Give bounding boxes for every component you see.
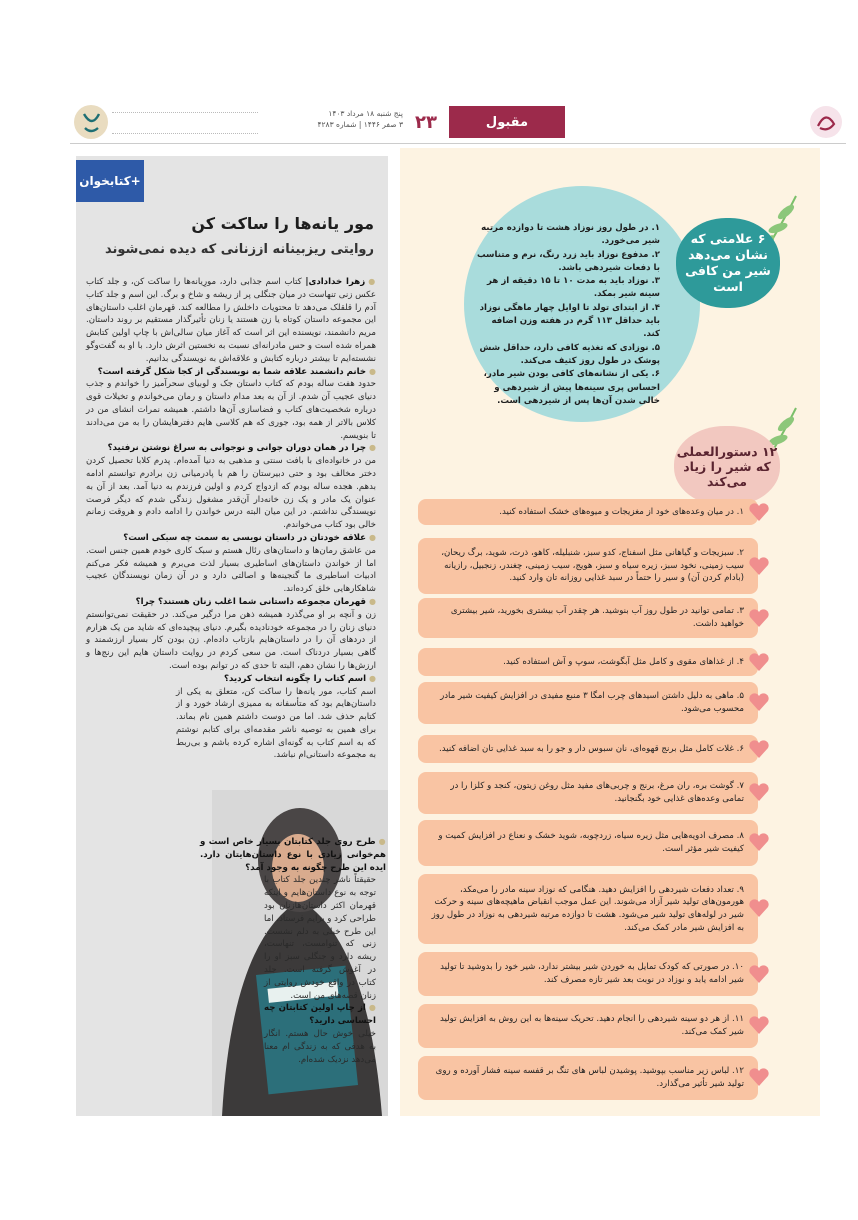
tip-item: ۸. مصرف ادویه‌هایی مثل زیره سیاه، زردچوبه، شوید خشک و نعناع در افزایش کمیت و کیفیت شیر مؤثر است. xyxy=(418,820,758,866)
article-body-lower xyxy=(200,836,386,1066)
date-line-2: ۳ صفر ۱۴۴۶ | شماره ۴۲۸۳ xyxy=(317,120,403,129)
header-dotted-rule xyxy=(112,112,258,134)
article-title: مور یانه‌ها را ساکت کن xyxy=(191,214,374,233)
section-badge: +کتابخوان xyxy=(76,160,144,202)
heart-icon xyxy=(748,964,770,984)
heart-icon xyxy=(748,692,770,712)
answer-5: اسم کتاب، مور یانه‌ها را ساکت کن، متعلق به یکی از داستان‌هایم بود که متأسفانه به ممیزی ارشاد خورد و از کتابم حذف شد. اما من دوست داشتم همین نام بماند. برای همین به توصیه ناشر مقدمه‌ای برای کتابم نوشتم که به اسم کتاب به گونه‌ای اشاره کرده باشم و بی‌ربط به مجموعه داستانی‌ام نباشد. xyxy=(176,686,376,761)
intro-text: کتاب اسم جذابی دارد، مورِیانه‌ها را ساکت کن، و جلد کتاب عکس زنی تنهاست در میان جنگلی پر از ریشه و شاخ و برگ. این اسم و جلد کتاب آدم را قلقلک می‌دهد تا محتویات داخلش را مطالعه کند. قهرمان اغلب داستان‌های این مجموعه داستان کوتاه یا زن هستند یا زنان تأثیرگذار مستقیم بر روند داستان. مریم دانشمند، نویسنده این اثر است که آغاز میان سالی‌اش با چاپ اولین کتابش همراه شده است و حس مادرانه‌ای نسبت به نخستین اثرش دارد. با او به گفت‌وگو نشسته‌ایم تا بیشتر درباره کتابش و علاقه‌اش به نویسندگی بدانیم. xyxy=(86,277,376,364)
tip-item: ۱۱. از هر دو سینه شیردهی را انجام دهید. تحریک سینه‌ها به این روش به افزایش تولید شیر کمک می‌کند. xyxy=(418,1004,758,1048)
question-3: ● علاقه خودتان در داستان نویسی به سمت چه سبکی است؟ xyxy=(86,532,376,545)
tip-item: ۱. در میان وعده‌های خود از مغزیجات و میوه‌های خشک استفاده کنید. xyxy=(418,499,758,525)
answer-6: حقیقتاً ناشر چندین جلد کتاب با توجه به نوع داستان‌هایم و اینکه قهرمان اکثر داستان‌هازنان بود طراحی کرد و برایم فرستاد. اما این طرح خیلی به دلم نشست. زنی که تنوامست، تنهاست، ریشه دارد و جنگلی سبز او را در آغوش گرفته است. جلد کتاب در واقع خودش روایتی از زنان قصه‌های من است. xyxy=(264,875,376,1001)
sign-item: ۶. یکی از نشانه‌های کافی بودن شیر مادر، احساس پری سینه‌ها پیش از شیردهی و خالی شدن آن‌ها پس از شیردهی است. xyxy=(483,369,660,406)
heart-icon xyxy=(748,1015,770,1035)
tip-item: ۹. تعداد دفعات شیردهی را افزایش دهید. هنگامی که نوزاد سینه مادر را می‌مکد، هورمون‌های تولید شیر آزاد می‌شوند. این عمل موجب انقباض ماهیچه‌های سینه و حرکت شیر در لوله‌های تولید شیر می‌شود. هشت تا دوازده مرتبه شیردهی به نوزاد در طول روز به افزایش شیر مادر کمک می‌کند. xyxy=(418,874,758,944)
answer-7: خیلی خوش حال هستم. انگار به هدفی که به زندگی ام معنا می‌دهد نزدیک شده‌ام. xyxy=(264,1028,376,1065)
answer-3: من عاشق رمان‌ها و داستان‌های رئال هستم و سبک کاری خودم همین جنس است. اما از خواندن داستان‌های اساطیری بسیار لذت می‌برم و همیشه فکر می‌کنم ادبیات اساطیری ما گنجینه‌ها و اصالتی دارد و در آن زمان نویسندگان عجیب شاهکارهایی خلق کرده‌اند. xyxy=(86,545,376,595)
question-5: ● اسم کتاب را چگونه انتخاب کردید؟ xyxy=(86,673,376,686)
brand-logo-icon xyxy=(72,102,110,142)
heart-icon xyxy=(748,608,770,628)
tip-item: ۷. گوشت بره، ران مرغ، برنج و چربی‌های مفید مثل روغن زیتون، کنجد و کلزا را در تمامی وعده‌های غذایی خود بگنجانید. xyxy=(418,772,758,814)
heart-icon xyxy=(748,652,770,672)
tip-item: ۴. از غذاهای مقوی و کامل مثل آبگوشت، سوپ و آش استفاده کنید. xyxy=(418,648,758,676)
sign-item: ۲. مدفوع نوزاد باید زرد رنگ، نرم و متناسب با دفعات شیردهی باشد. xyxy=(476,249,660,273)
magazine-logo-icon xyxy=(808,104,844,140)
tips-title: ۱۲ دستورالعملی که شیر را زیاد می‌کند xyxy=(674,426,780,506)
heart-icon xyxy=(748,782,770,802)
section-tag: مقبول xyxy=(449,106,565,138)
tip-item: ۵. ماهی به دلیل داشتن اسیدهای چرب امگا ۳ منبع مفیدی در افزایش کیفیت شیر مادر محسوب می‌شود. xyxy=(418,682,758,724)
heart-icon xyxy=(748,739,770,759)
answer-4: زن و آنچه بر او می‌گذرد همیشه ذهن مرا درگیر می‌کند. در حقیقت نمی‌توانستم دنیای زنان را در مجموعه خودنادیده بگیرم. دنیای پیچیده‌ای که شاید من یک هزارم از دردهای آن را در داستان‌هایم بازتاب داده‌ام. زن بودن کار بسیار ارزشمند و گاهی بسیار دردناک است. من سعی کردم در روایت داستان هایم این رنج‌ها و ارزش‌ها را نشان دهم، البته تا حدی که در توانم بوده است. xyxy=(86,609,376,671)
question-4: ● قهرمان مجموعه داستانی شما اغلب زنان هستند؟ چرا؟ xyxy=(86,596,376,609)
answer-2: من در خانواده‌ای با بافت سنتی و مذهبی به دنیا آمده‌ام. پدرم کلابا تحصیل کردن دختر مخالف بود و حتی دبیرستان را هم با پادرمیانی زن برادرم توانستم ادامه بدهم. هجده ساله بودم که ازدواج کردم و اولین فرزندم به دنیا آمد. بعد از آن به عنوان یک مادر و یک زن خانه‌دار آن‌قدر مشغول زندگی شدم که دیگر فرصت نویسندگی نداشتم. در این میان البته درس خواندن را ادامه دادم و هروقت زمانم خالی بود کتاب می‌خواندم. xyxy=(86,456,376,531)
tip-item: ۱۲. لباس زیر مناسب بپوشید. پوشیدن لباس های تنگ بر قفسه سینه فشار آورده و روی تولید شیر تأثیر می‌گذارد. xyxy=(418,1056,758,1100)
sign-item: ۳. نوزاد باید به مدت ۱۰ تا ۱۵ دقیقه از هر سینه شیر بمکد. xyxy=(487,276,660,300)
question-2: ● چرا در همان دوران جوانی و نوجوانی به سراغ نوشتن نرفتید؟ xyxy=(86,442,376,455)
answer-1: حدود هفت ساله بودم که کتاب داستان جک و لوبیای سحرآمیز را خواندم و جذب دنیای عجیب آن شدم. از آن به بعد مدام داستان و رمان می‌خواندم و تخیلات قوی درباره شخصیت‌های کتاب و فضاسازی آن‌ها داشتم. همیشه نمرات انشای من در کلاس بالاتر از همه بود، جوری که هم کلاسی هایم دفترهایشان را به من می‌دادند تا بنویسم. xyxy=(86,379,376,441)
question-7: ● از چاپ اولین کتابتان چه احساسی دارید؟ xyxy=(264,1002,376,1028)
article-body xyxy=(86,276,376,762)
tip-item: ۱۰. در صورتی که کودک تمایل به خوردن شیر بیشتر ندارد، شیر خود را بدوشید تا تولید شیر ادامه یابد و نوزاد در نوبت بعد شیر تازه مصرف کند. xyxy=(418,952,758,996)
sign-item: ۱. در طول روز نوزاد هشت تا دوازده مرتبه شیر می‌خورد. xyxy=(481,223,660,247)
tip-item: ۳. تمامی توانید در طول روز آب بنوشید. هر چقدر آب بیشتری بخورید، شیر بیشتری خواهید داشت. xyxy=(418,598,758,638)
issue-date xyxy=(263,108,403,130)
heart-icon xyxy=(748,502,770,522)
tip-item: ۶. غلات کامل مثل برنج قهوه‌ای، نان سبوس دار و جو را به سبد غذایی تان اضافه کنید. xyxy=(418,735,758,763)
sign-item: ۴. از ابتدای تولد تا اوایل چهار ماهگی نوزاد باید حداقل ۱۱۳ گرم در هفته وزن اضافه کند. xyxy=(479,302,660,340)
author-byline: ● زهرا خدادادی| xyxy=(305,277,376,287)
question-6: ● طرح روی جلد کتابتان بسیار خاص است و هم‌خوانی زیادی با نوع داستان‌هایتان دارد. ایده این طرح چگونه به وجود آمد؟ xyxy=(200,836,386,874)
header-rule xyxy=(70,143,846,144)
signs-title: ۶ علامتی که نشان می‌دهد شیر من کافی است xyxy=(676,218,780,308)
heart-icon xyxy=(748,898,770,918)
date-line-1: پنج شنبه ۱۸ مرداد ۱۴۰۳ xyxy=(328,109,403,118)
sign-item: ۵. نوزادی که تغذیه کافی دارد، حداقل شش پوشک در طول روز کثیف می‌کند. xyxy=(479,342,660,366)
question-1: ● خانم دانشمند علاقه شما به نویسندگی از کجا شکل گرفته است؟ xyxy=(86,366,376,379)
heart-icon xyxy=(748,832,770,852)
page-number: ۲۳ xyxy=(415,111,437,133)
heart-icon xyxy=(748,1067,770,1087)
heart-icon xyxy=(748,556,770,576)
signs-list xyxy=(474,222,660,408)
article-subtitle: روایتی ریزبینانه اززنانی که دیده نمی‌شوند xyxy=(104,242,374,257)
tip-item: ۲. سبزیجات و گیاهانی مثل اسفناج، کدو سبز، شنبلیله، کاهو، ذرت، شوید، برگ ریحان، سیب زمینی، نخود سبز، زیره سیاه و سبز، هویج، سیب زمینی، چغندر، زنجبیل، رازیانه (بادام کردن آن) و سیر را حتماً در سبد غذایی روزانه تان وارد کنید. xyxy=(418,538,758,594)
